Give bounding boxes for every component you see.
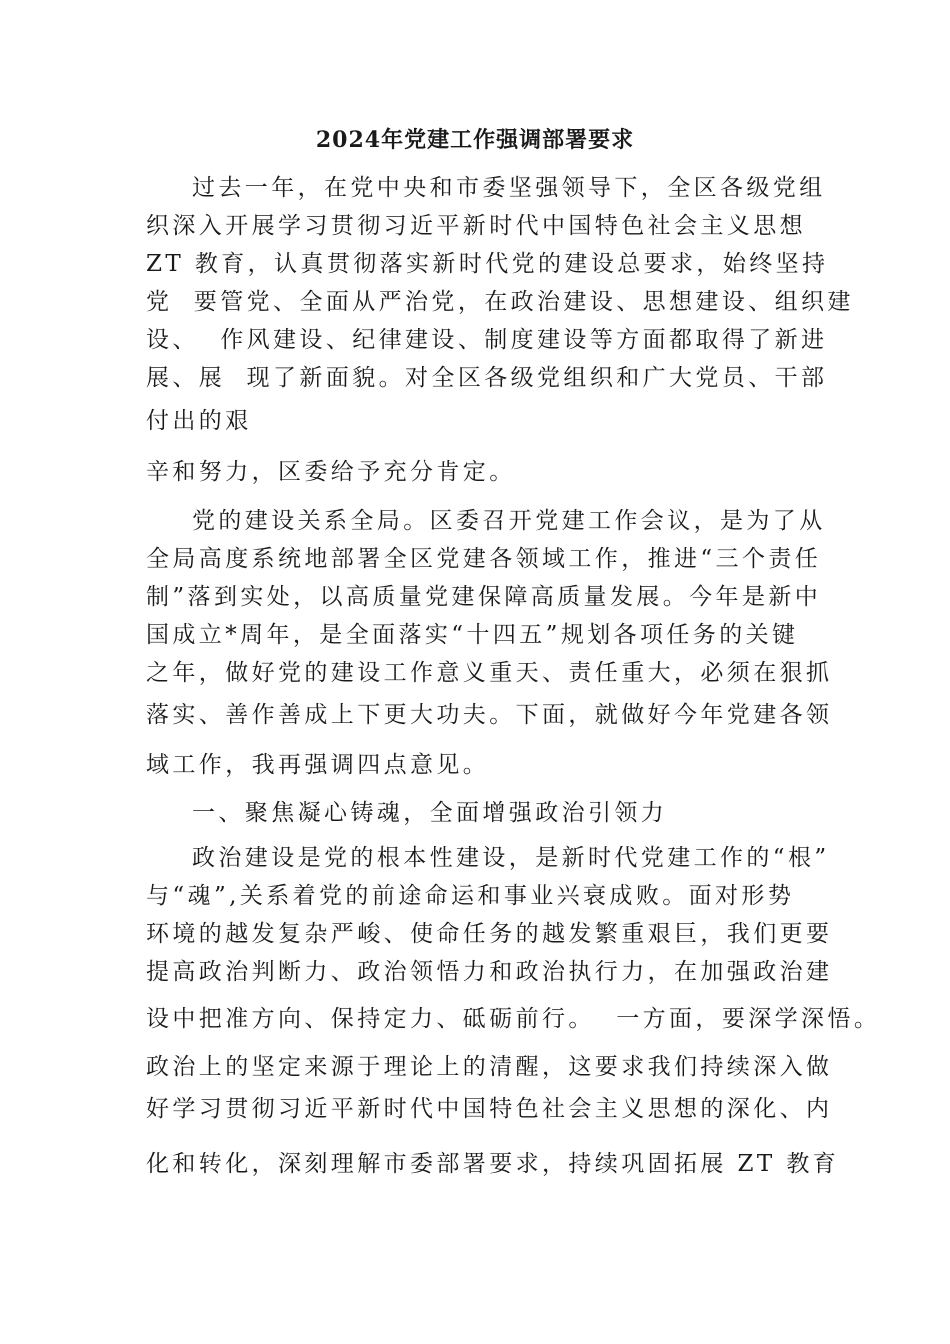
- section-heading: 一、聚焦凝心铸魂，全面增强政治引领力: [192, 800, 668, 826]
- text-line: 环境的越发复杂严峻、使命任务的越发繁重艰巨，我们更要: [146, 921, 833, 947]
- text-line: 政治上的坚定来源于理论上的清醒，这要求我们持续深入做: [146, 1054, 833, 1080]
- text-line: 党 要管党、全面从严治党，在政治建设、思想建设、组织建: [146, 289, 854, 315]
- text-line: 党的建设关系全局。区委召开党建工作会议，是为了从: [192, 508, 826, 534]
- text-line: 好学习贯彻习近平新时代中国特色社会主义思想的深化、内: [146, 1096, 833, 1122]
- text-line: 全局高度系统地部署全区党建各领域工作，推进“三个责任: [146, 546, 822, 572]
- text-line: 织深入开展学习贯彻习近平新时代中国特色社会主义思想: [146, 213, 806, 239]
- text-line: 国成立*周年，是全面落实“十四五”规划各项任务的关键: [146, 622, 799, 648]
- text-line: 政治建设是党的根本性建设，是新时代党建工作的“根”: [192, 845, 830, 871]
- text-line: 域工作，我再强调四点意见。: [146, 752, 490, 778]
- text-line: 制”落到实处，以高质量党建保障高质量发展。今年是新中: [146, 584, 822, 610]
- text-line: 与“魂”,关系着党的前途命运和事业兴衰成败。面对形势: [146, 883, 795, 909]
- document-title: 2024年党建工作强调部署要求: [315, 127, 635, 153]
- text-line: 提高政治判断力、政治领悟力和政治执行力，在加强政治建: [146, 959, 833, 985]
- text-line: 落实、善作善成上下更大功夫。下面，就做好今年党建各领: [146, 702, 833, 728]
- text-line: 设、 作风建设、纪律建设、制度建设等方面都取得了新进: [146, 327, 828, 353]
- text-line: 设中把准方向、保持定力、砥砺前行。 一方面，要深学深悟。: [146, 1006, 881, 1032]
- text-line: 展、展 现了新面貌。对全区各级党组织和广大党员、干部: [146, 365, 828, 391]
- text-line: 付出的艰: [146, 408, 252, 434]
- text-line: 之年，做好党的建设工作意义重天、责任重大，必须在狠抓: [146, 660, 833, 686]
- text-line: 化和转化，深刻理解市委部署要求，持续巩固拓展 ZT 教育: [146, 1151, 840, 1177]
- text-line: 辛和努力，区委给予充分肯定。: [146, 459, 516, 485]
- text-line: ZT 教育，认真贯彻落实新时代党的建设总要求，始终坚持: [146, 251, 829, 277]
- text-line: 过去一年，在党中央和市委坚强领导下，全区各级党组: [192, 175, 826, 201]
